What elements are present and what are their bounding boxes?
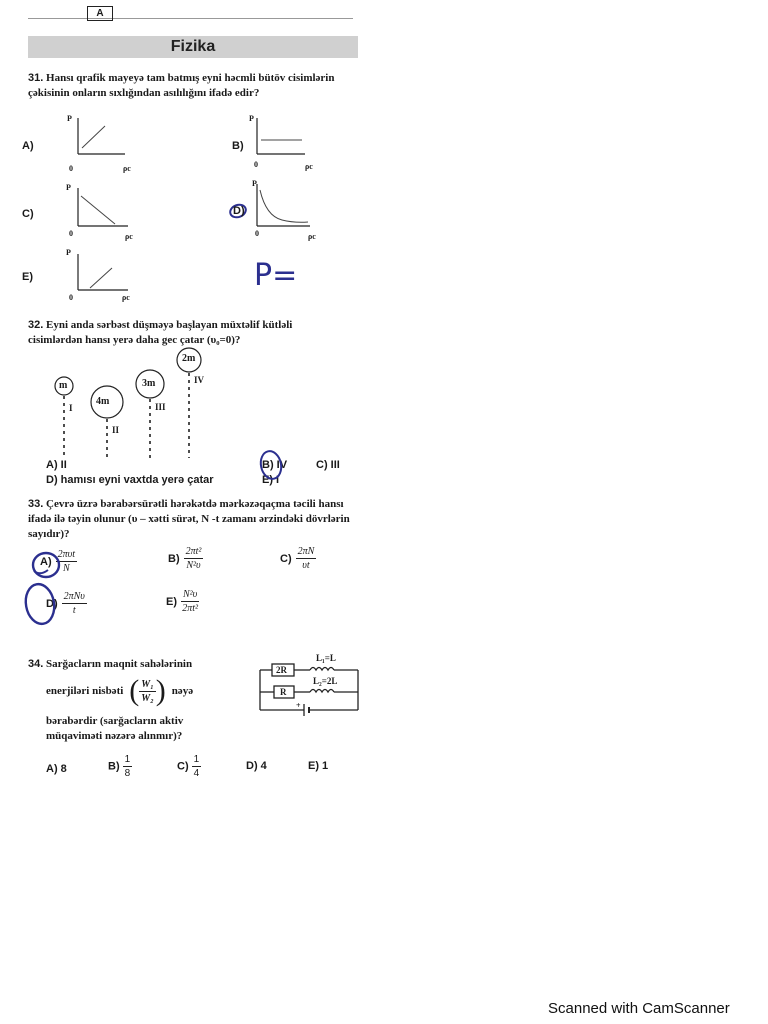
q33-option-d: D) $\frac{\text{2πNυ}}{t}$ <box>46 591 85 616</box>
q31-d-axis-y: P <box>252 179 257 188</box>
q31-e-axis-x: ρc <box>122 293 130 302</box>
q31-graph-b <box>257 118 305 154</box>
q31-graph-a <box>78 118 125 154</box>
q31-b-axis-y: P <box>249 114 254 123</box>
q34-text-line1: 34. Sarğacların maqnit sahələrinin <box>28 658 193 670</box>
subject-banner <box>28 36 358 58</box>
path-i-label: I <box>69 403 73 413</box>
q31-d-origin: 0 <box>255 229 259 238</box>
q31-a-axis-x: ρc <box>123 164 131 173</box>
q31-c-axis-y: P <box>66 183 71 192</box>
q32-answer-b: B) IV <box>262 459 288 471</box>
body-3m-label: 3m <box>142 378 156 389</box>
q34-text-line2: enerjiləri nisbəti ( $\frac{\text{W₁}}{\text{W₂}}$ ) nəyə <box>46 674 194 707</box>
q33-option-a: A) $\frac{\text{2πυt}}{N}$ <box>40 549 75 574</box>
variant-letter: A <box>96 8 104 19</box>
path-ii-label: II <box>112 425 120 435</box>
subject-title: Fizika <box>170 38 216 55</box>
q31-option-b: B) <box>232 140 244 152</box>
q33-option-e: E) $\frac{\text{N²υ}}{\text{2πt²}}$ <box>166 589 199 614</box>
q32-answer-e: E) I <box>262 474 280 486</box>
q31-option-c: C) <box>22 208 34 220</box>
q31-graph-d <box>257 184 310 226</box>
q31-c-axis-x: ρc <box>125 232 133 241</box>
q31-b-axis-x: ρc <box>305 162 313 171</box>
q33-option-c: C) $\frac{2\pi N}{\upsilon t}$ <box>280 546 315 571</box>
body-2m-label: 2m <box>182 353 196 364</box>
q31-graph-c <box>78 188 128 226</box>
resistor-2r-label: 2R <box>276 665 287 675</box>
q34-text-line4: müqaviməti nəzərə alınmır)? <box>46 730 183 742</box>
q31-option-a: A) <box>22 140 34 152</box>
q31-graphs <box>20 108 360 308</box>
q32-answer-d: D) hamısı eyni vaxtda yerə çatar <box>46 474 214 486</box>
q33-option-b: B) $\frac{\text{2πt²}}{\text{N²υ}}$ <box>168 546 202 571</box>
battery-plus-label: + <box>296 701 301 710</box>
camscanner-watermark: Scanned with CamScanner <box>548 1000 730 1017</box>
variant-box <box>87 6 113 21</box>
q31-b-origin: 0 <box>254 160 258 169</box>
q34-answer-a: A) 8 <box>46 763 67 775</box>
body-m-label: m <box>59 380 68 391</box>
q33-text: 33. Çevrə üzrə bərabərsürətli hərəkətdə mərkəzəqaçma təcili hansı ifadə ilə təyin olunur (υ – xətti sürət, N -t zamanı ərzindəki dövrlərin sayıdır)? <box>28 498 350 540</box>
top-rule <box>28 18 353 19</box>
path-iii-label: III <box>155 402 166 412</box>
q31-graph-e <box>78 254 128 290</box>
inductor-l2-label: L₂=2L <box>313 676 338 686</box>
q34-answer-b: B) $\frac{1}{8}$ <box>108 754 131 779</box>
resistor-r-label: R <box>280 687 287 697</box>
q31-text: 31. Hansı qrafik mayeyə tam batmış eyni həcmli bütöv cisimlərin çəkisinin onların sıxlığından asılılığını ifadə edir? <box>28 72 335 99</box>
q34-circuit <box>256 652 366 717</box>
q31-option-e: E) <box>22 271 33 283</box>
q31-c-origin: 0 <box>69 229 73 238</box>
q32-text: 32. Eyni anda sərbəst düşməyə başlayan müxtəlif kütləli cisimlərdən hansı yerə daha gec çatar (υ₀=0)? <box>28 319 293 346</box>
body-4m-label: 4m <box>96 396 110 407</box>
handwritten-circle-b <box>252 446 292 482</box>
q34-text-line3: bərabərdir (sarğacların aktiv <box>46 715 184 727</box>
handwritten-note: P= <box>254 258 298 293</box>
q31-d-axis-x: ρc <box>308 232 316 241</box>
q31-e-axis-y: P <box>66 248 71 257</box>
q32-answer-c: C) III <box>316 459 340 471</box>
q33-handwritten-marks <box>20 540 80 640</box>
q34-answer-d: D) 4 <box>246 760 267 772</box>
q31-a-axis-y: P <box>67 114 72 123</box>
q34-ratio: $\frac{\text{W₁}}{\text{W₂}}$ <box>141 678 154 704</box>
q31-option-d: D) <box>233 205 245 217</box>
path-iv-label: IV <box>194 375 205 385</box>
q31-a-origin: 0 <box>69 164 73 173</box>
inductor-l1-label: L₁=L <box>316 653 336 663</box>
q32-answer-a: A) II <box>46 459 67 471</box>
q31-e-origin: 0 <box>69 293 73 302</box>
q34-answer-e: E) 1 <box>308 760 329 772</box>
q34-answer-c: C) $\frac{1}{4}$ <box>177 754 200 779</box>
